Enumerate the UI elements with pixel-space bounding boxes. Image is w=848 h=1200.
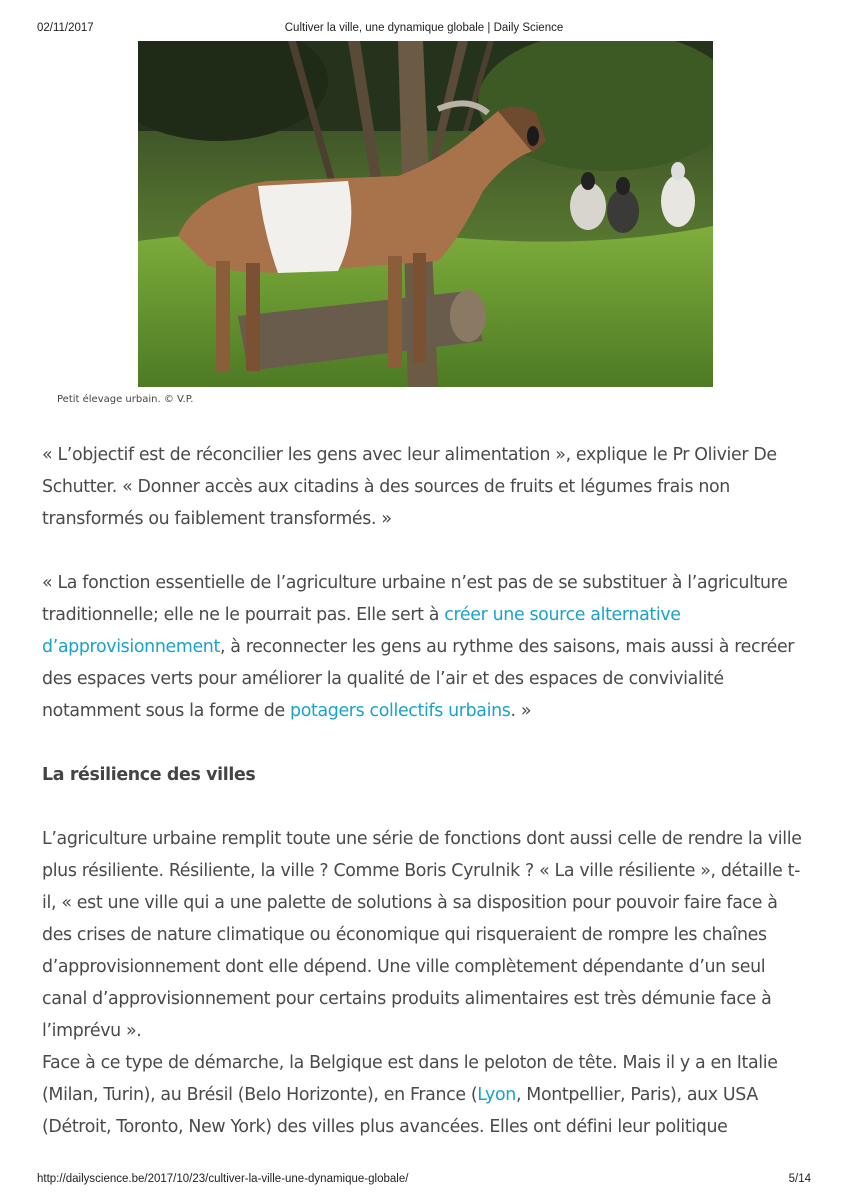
print-page-title: Cultiver la ville, une dynamique globale | Daily Science bbox=[284, 22, 564, 34]
photo-caption: Petit élevage urbain. © V.P. bbox=[57, 394, 194, 405]
section-heading: La résilience des villes bbox=[42, 765, 256, 785]
print-url: http://dailyscience.be/2017/10/23/cultiver-la-ville-une-dynamique-globale/ bbox=[37, 1173, 409, 1185]
paragraph-text: « La fonction essentielle de l’agriculture urbaine n’est pas de se substituer à l’agriculture traditionnelle; elle ne le pourrait pas. Elle sert à bbox=[42, 573, 788, 625]
article-photo bbox=[138, 41, 713, 387]
paragraph-agriculture-function bbox=[42, 567, 812, 727]
print-footer bbox=[37, 1173, 811, 1187]
link-alternative-source[interactable]: créer une source alternative d’approvisionnement bbox=[42, 605, 681, 657]
article-body bbox=[42, 439, 812, 1143]
link-collective-gardens[interactable]: potagers collectifs urbains bbox=[290, 701, 511, 721]
paragraph-resilience: L’agriculture urbaine remplit toute une série de fonctions dont aussi celle de rendre la ville plus résiliente. Résiliente, la ville ? Comme Boris Cyrulnik ? « La ville résiliente », détaille t-il, « est une ville qui a une palette de solutions à sa disposition pour pouvoir faire face à des crises de nature climatique ou économique qui risqueraient de rompre les chaînes d’approvisionnement dont elle dépend. Une ville complètement dépendante d’un seul canal d’approvisionnement pour certains produits alimentaires est très démunie face à l’imprévu ». bbox=[42, 829, 802, 1041]
print-date: 02/11/2017 bbox=[37, 22, 94, 34]
goat-photo-illustration bbox=[138, 41, 713, 387]
paragraph-intro-quote: « L’objectif est de réconcilier les gens avec leur alimentation », explique le Pr Olivier De Schutter. « Donner accès aux citadins à des sources de fruits et légumes frais non transformés ou faiblement transformés. » bbox=[42, 445, 777, 529]
paragraph-cities bbox=[42, 1047, 812, 1143]
paragraph-text: , à reconnecter les gens au rythme des saisons, mais aussi à recréer des espaces verts pour améliorer la qualité de l’air et des espaces de convivialité notamment sous la forme de bbox=[42, 637, 795, 721]
paragraph-text: , Montpellier, Paris), aux USA (Détroit, Toronto, New York) des villes plus avancées. Elles ont défini leur politique bbox=[42, 1085, 758, 1137]
paragraph-text: Face à ce type de démarche, la Belgique est dans le peloton de tête. Mais il y a en Italie (Milan, Turin), au Brésil (Belo Horizonte), en France ( bbox=[42, 1053, 778, 1105]
paragraph-text: . » bbox=[510, 701, 532, 721]
link-lyon[interactable]: Lyon bbox=[477, 1085, 516, 1105]
print-header bbox=[37, 22, 811, 36]
page-number: 5/14 bbox=[788, 1173, 811, 1185]
